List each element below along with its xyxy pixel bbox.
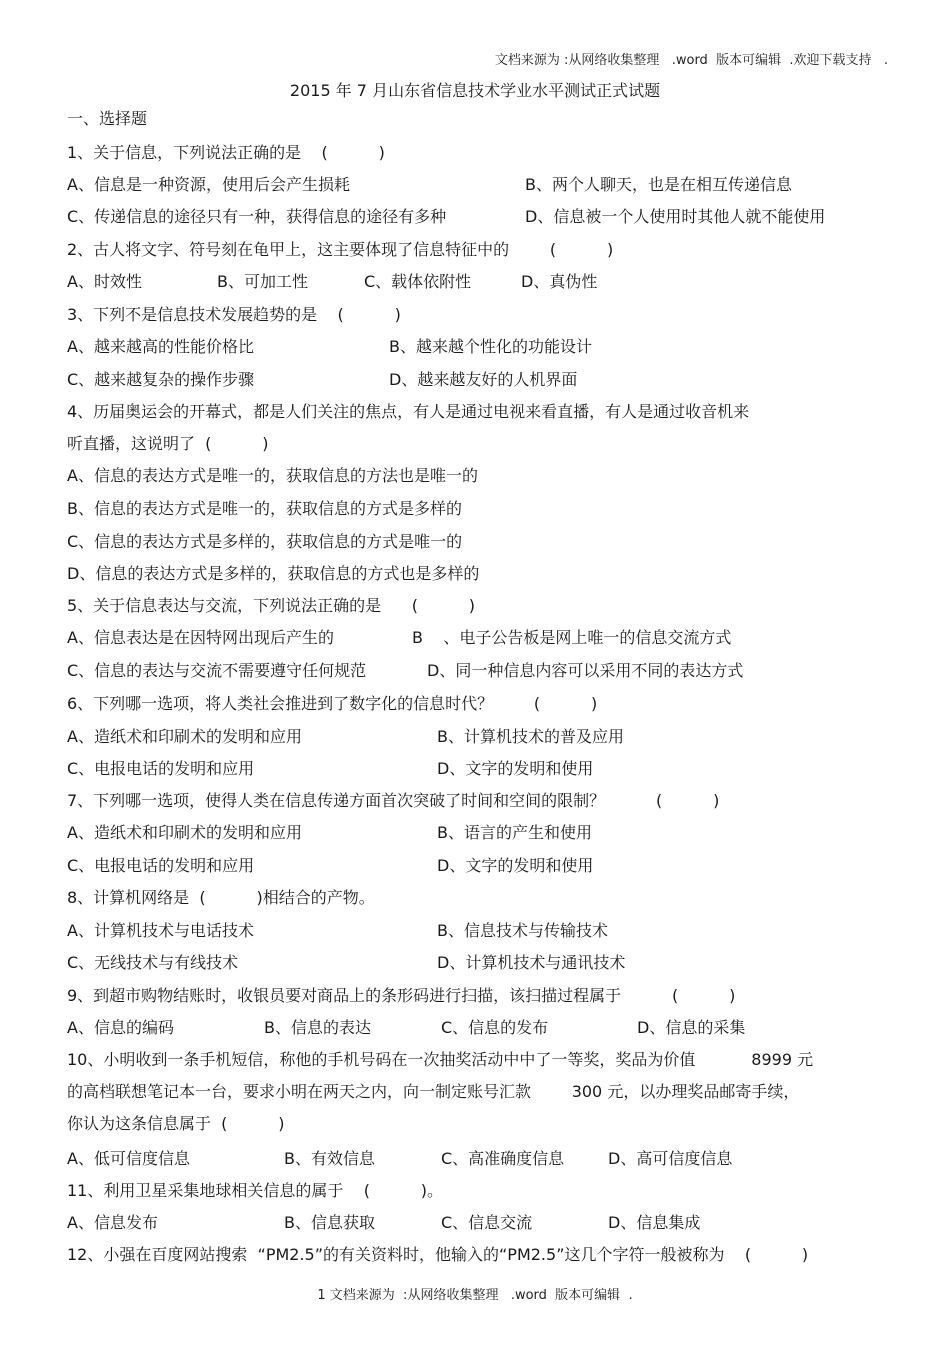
section-heading: 一、选择题 bbox=[67, 109, 148, 128]
q3-option-b: B、越来越个性化的功能设计 bbox=[389, 337, 592, 356]
q2-option-b: B、可加工性 bbox=[217, 272, 308, 291]
q5-option-d: D、同一种信息内容可以采用不同的表达方式 bbox=[427, 661, 744, 680]
question-6-stem: 6、下列哪一选项，将人类社会推进到了数字化的信息时代？ ( ) bbox=[67, 694, 598, 713]
question-4-stem-cont: 听直播，这说明了 ( ) bbox=[67, 434, 269, 453]
q3-option-a: A、越来越高的性能价格比 bbox=[67, 337, 254, 356]
q3-option-c: C、越来越复杂的操作步骤 bbox=[67, 370, 255, 389]
question-10-stem-cont-2: 你认为这条信息属于 ( ) bbox=[67, 1114, 285, 1133]
q2-option-c: C、载体依附性 bbox=[364, 272, 472, 291]
question-5-stem: 5、关于信息表达与交流，下列说法正确的是 ( ) bbox=[67, 596, 476, 615]
q4-option-a: A、信息的表达方式是唯一的，获取信息的方法也是唯一的 bbox=[67, 466, 478, 485]
q7-option-a: A、造纸术和印刷术的发明和应用 bbox=[67, 823, 302, 842]
page-header: 文档来源为 :从网络收集整理 .word 版本可编辑 .欢迎下载支持 . bbox=[494, 53, 888, 68]
q8-option-a: A、计算机技术与电话技术 bbox=[67, 921, 254, 940]
q7-option-c: C、电报电话的发明和应用 bbox=[67, 856, 255, 875]
q2-option-a: A、时效性 bbox=[67, 272, 142, 291]
page-title: 2015 年 7 月山东省信息技术学业水平测试正式试题 bbox=[289, 81, 661, 100]
question-2-stem: 2、古人将文字、符号刻在龟甲上，这主要体现了信息特征中的 ( ) bbox=[67, 240, 614, 259]
q1-option-a: A、信息是一种资源，使用后会产生损耗 bbox=[67, 175, 350, 194]
q9-option-a: A、信息的编码 bbox=[67, 1018, 174, 1037]
q10-option-b: B、有效信息 bbox=[284, 1149, 375, 1168]
q8-option-c: C、无线技术与有线技术 bbox=[67, 953, 239, 972]
q5-option-a: A、信息表达是在因特网出现后产生的 bbox=[67, 628, 334, 647]
q10-option-d: D、高可信度信息 bbox=[608, 1149, 733, 1168]
q11-option-c: C、信息交流 bbox=[441, 1213, 533, 1232]
q5-option-b: B 、电子公告板是网上唯一的信息交流方式 bbox=[412, 628, 732, 647]
q6-option-a: A、造纸术和印刷术的发明和应用 bbox=[67, 727, 302, 746]
q8-option-d: D、计算机技术与通讯技术 bbox=[437, 953, 626, 972]
q7-option-d: D、文字的发明和使用 bbox=[437, 856, 594, 875]
q4-option-d: D、信息的表达方式是多样的，获取信息的方式也是多样的 bbox=[67, 564, 480, 583]
q11-option-d: D、信息集成 bbox=[608, 1213, 701, 1232]
q2-option-d: D、真伪性 bbox=[521, 272, 598, 291]
q1-option-c: C、传递信息的途径只有一种，获得信息的途径有多种 bbox=[67, 207, 447, 226]
q10-option-c: C、高准确度信息 bbox=[441, 1149, 565, 1168]
question-12-stem: 12、小强在百度网站搜索 “PM2.5”的有关资料时，他输入的“PM2.5”这几个字符一般被称为 ( ) bbox=[67, 1245, 809, 1264]
q6-option-b: B、计算机技术的普及应用 bbox=[437, 727, 624, 746]
q1-option-b: B、两个人聊天，也是在相互传递信息 bbox=[525, 175, 792, 194]
q4-option-c: C、信息的表达方式是多样的，获取信息的方式是唯一的 bbox=[67, 532, 463, 551]
question-10-stem-cont: 的高档联想笔记本一台，要求小明在两天之内，向一制定账号汇款 300 元，以办理奖品邮寄手续， bbox=[67, 1082, 800, 1101]
q7-option-b: B、语言的产生和使用 bbox=[437, 823, 592, 842]
q6-option-d: D、文字的发明和使用 bbox=[437, 759, 594, 778]
question-10-stem: 10、小明收到一条手机短信，称他的手机号码在一次抽奖活动中中了一等奖，奖品为价值 8999 元 bbox=[67, 1050, 814, 1069]
question-1-stem: 1、关于信息，下列说法正确的是 ( ) bbox=[67, 143, 385, 162]
q8-option-b: B、信息技术与传输技术 bbox=[437, 921, 608, 940]
question-8-stem: 8、计算机网络是 ( )相结合的产物。 bbox=[67, 888, 375, 907]
q9-option-d: D、信息的采集 bbox=[637, 1018, 746, 1037]
question-4-stem: 4、历届奥运会的开幕式，都是人们关注的焦点，有人是通过电视来看直播，有人是通过收音机来 bbox=[67, 402, 750, 421]
q3-option-d: D、越来越友好的人机界面 bbox=[389, 370, 578, 389]
q4-option-b: B、信息的表达方式是唯一的，获取信息的方式是多样的 bbox=[67, 499, 462, 518]
q5-option-c: C、信息的表达与交流不需要遵守任何规范 bbox=[67, 661, 367, 680]
q1-option-d: D、信息被一个人使用时其他人就不能使用 bbox=[525, 207, 826, 226]
q9-option-c: C、信息的发布 bbox=[441, 1018, 549, 1037]
q6-option-c: C、电报电话的发明和应用 bbox=[67, 759, 255, 778]
question-7-stem: 7、下列哪一选项，使得人类在信息传递方面首次突破了时间和空间的限制？ ( ) bbox=[67, 791, 720, 810]
question-9-stem: 9、到超市购物结账时，收银员要对商品上的条形码进行扫描，该扫描过程属于 ( ) bbox=[67, 986, 736, 1005]
question-11-stem: 11、利用卫星采集地球相关信息的属于 ( )。 bbox=[67, 1181, 444, 1200]
page-footer: 1 文档来源为 :从网络收集整理 .word 版本可编辑 . bbox=[317, 1288, 633, 1303]
q11-option-b: B、信息获取 bbox=[284, 1213, 375, 1232]
q10-option-a: A、低可信度信息 bbox=[67, 1149, 190, 1168]
question-3-stem: 3、下列不是信息技术发展趋势的是 ( ) bbox=[67, 305, 401, 324]
q9-option-b: B、信息的表达 bbox=[264, 1018, 371, 1037]
q11-option-a: A、信息发布 bbox=[67, 1213, 158, 1232]
